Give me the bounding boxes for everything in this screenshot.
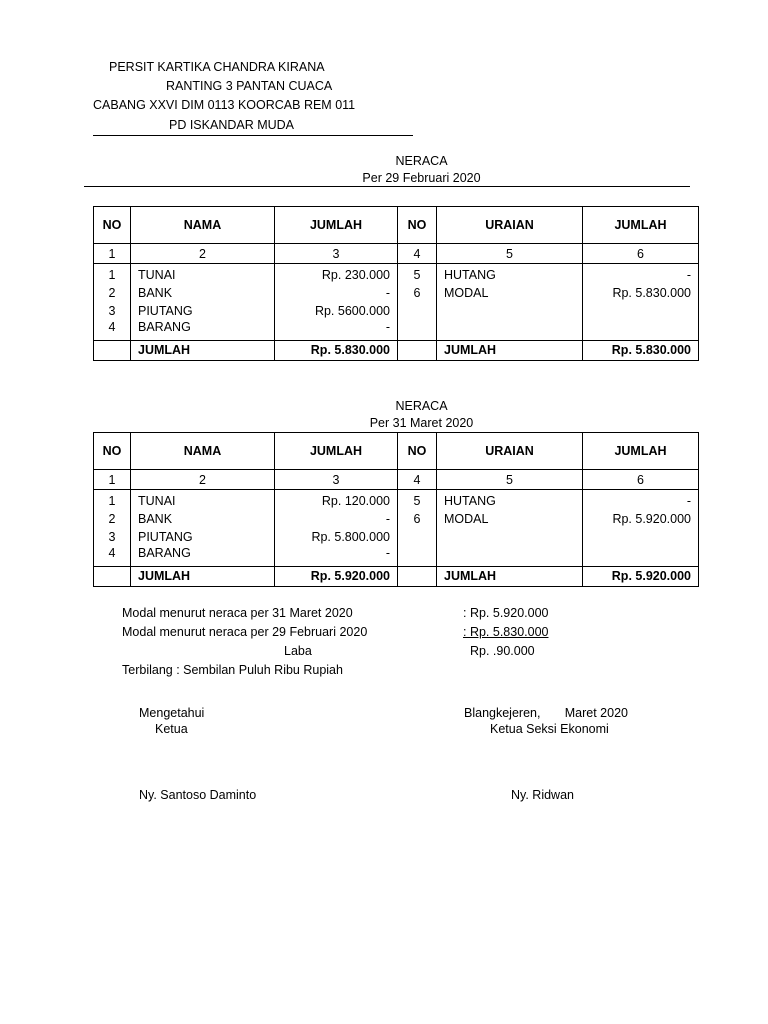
cell-no: 4 [94, 320, 131, 340]
neraca1-divider [84, 186, 690, 187]
cell-no: 1 [94, 490, 131, 511]
cell-jumlah: Rp. 230.000 [275, 264, 398, 285]
cell-uraian: MODAL [437, 284, 583, 302]
summary-terbilang: Terbilang : Sembilan Puluh Ribu Rupiah [122, 663, 343, 677]
cell-no2: 6 [398, 284, 437, 302]
cell-jumlah2: - [583, 490, 699, 511]
org-cabang: CABANG XXVI DIM 0113 KOORCAB REM 011 [93, 98, 356, 112]
header-divider [93, 135, 413, 136]
cell-no: 2 [94, 284, 131, 302]
cell-jumlah: - [275, 546, 398, 566]
col-no: NO [94, 207, 131, 244]
col-jumlah2: JUMLAH [583, 433, 699, 470]
signature-right-title: Ketua Seksi Ekonomi [490, 722, 609, 736]
total-label: JUMLAH [437, 566, 583, 586]
cell-no2 [398, 302, 437, 320]
cell-uraian: HUTANG [437, 264, 583, 285]
table-row [94, 546, 699, 566]
cell-jumlah: - [275, 320, 398, 340]
summary-modal-februari-value: : Rp. 5.830.000 [463, 625, 549, 639]
cell-uraian [437, 528, 583, 546]
cell-uraian: HUTANG [437, 490, 583, 511]
col-num: 6 [583, 244, 699, 264]
cell-nama: PIUTANG [131, 302, 275, 320]
cell-nama: BANK [131, 284, 275, 302]
total-label: JUMLAH [131, 566, 275, 586]
cell-jumlah2: Rp. 5.920.000 [583, 510, 699, 528]
cell-no: 3 [94, 302, 131, 320]
table-header-row [94, 207, 699, 244]
neraca2-date: Per 31 Maret 2020 [369, 416, 474, 430]
total-value: Rp. 5.830.000 [275, 340, 398, 360]
cell-nama: TUNAI [131, 490, 275, 511]
neraca1-date: Per 29 Februari 2020 [362, 171, 481, 185]
cell-empty [94, 566, 131, 586]
table-row [94, 490, 699, 511]
cell-uraian: MODAL [437, 510, 583, 528]
col-uraian: URAIAN [437, 433, 583, 470]
cell-empty [398, 566, 437, 586]
col-num: 5 [437, 244, 583, 264]
cell-jumlah2 [583, 320, 699, 340]
cell-jumlah2 [583, 546, 699, 566]
cell-empty [94, 340, 131, 360]
col-num: 1 [94, 470, 131, 490]
neraca1-table [93, 206, 699, 361]
col-num: 5 [437, 470, 583, 490]
total-row [94, 566, 699, 586]
cell-no2 [398, 546, 437, 566]
org-pd: PD ISKANDAR MUDA [169, 118, 295, 132]
col-num: 3 [275, 470, 398, 490]
total-label: JUMLAH [131, 340, 275, 360]
cell-uraian [437, 320, 583, 340]
summary-modal-maret-value: : Rp. 5.920.000 [463, 606, 549, 620]
cell-no: 4 [94, 546, 131, 566]
col-num: 6 [583, 470, 699, 490]
cell-jumlah2 [583, 302, 699, 320]
org-name: PERSIT KARTIKA CHANDRA KIRANA [109, 60, 325, 74]
cell-nama: BANK [131, 510, 275, 528]
col-nama: NAMA [131, 433, 275, 470]
table-row [94, 284, 699, 302]
cell-uraian [437, 546, 583, 566]
signature-right-place-date: Blangkejeren, Maret 2020 [464, 706, 628, 720]
col-num: 3 [275, 244, 398, 264]
cell-nama: BARANG [131, 546, 275, 566]
table-row [94, 264, 699, 285]
cell-jumlah: - [275, 510, 398, 528]
cell-jumlah: Rp. 5.800.000 [275, 528, 398, 546]
col-uraian: URAIAN [437, 207, 583, 244]
signature-left-mengetahui: Mengetahui [139, 706, 205, 720]
table-row [94, 320, 699, 340]
cell-no: 2 [94, 510, 131, 528]
total-value: Rp. 5.830.000 [583, 340, 699, 360]
summary-modal-februari-label: Modal menurut neraca per 29 Februari 2020 [122, 625, 368, 639]
org-branch: RANTING 3 PANTAN CUACA [166, 79, 333, 93]
col-jumlah2: JUMLAH [583, 207, 699, 244]
total-row [94, 340, 699, 360]
summary-laba-label: Laba [284, 644, 312, 658]
column-number-row [94, 470, 699, 490]
column-number-row [94, 244, 699, 264]
signature-right-name: Ny. Ridwan [511, 788, 574, 802]
col-num: 4 [398, 244, 437, 264]
cell-nama: BARANG [131, 320, 275, 340]
cell-no2: 5 [398, 490, 437, 511]
cell-jumlah2: - [583, 264, 699, 285]
col-num: 1 [94, 244, 131, 264]
table-row [94, 528, 699, 546]
summary-laba-value: Rp. .90.000 [470, 644, 535, 658]
cell-jumlah: - [275, 284, 398, 302]
total-value: Rp. 5.920.000 [275, 566, 398, 586]
col-num: 2 [131, 244, 275, 264]
total-value: Rp. 5.920.000 [583, 566, 699, 586]
cell-jumlah: Rp. 5600.000 [275, 302, 398, 320]
col-no: NO [94, 433, 131, 470]
col-jumlah: JUMLAH [275, 433, 398, 470]
cell-jumlah: Rp. 120.000 [275, 490, 398, 511]
col-no2: NO [398, 433, 437, 470]
cell-no2 [398, 320, 437, 340]
table-row [94, 510, 699, 528]
summary-modal-maret-label: Modal menurut neraca per 31 Maret 2020 [122, 606, 353, 620]
cell-nama: PIUTANG [131, 528, 275, 546]
neraca2-table [93, 432, 699, 587]
neraca1-title: NERACA [395, 154, 448, 168]
col-no2: NO [398, 207, 437, 244]
cell-no2: 5 [398, 264, 437, 285]
cell-no: 3 [94, 528, 131, 546]
table-row [94, 302, 699, 320]
total-label: JUMLAH [437, 340, 583, 360]
col-jumlah: JUMLAH [275, 207, 398, 244]
cell-no2: 6 [398, 510, 437, 528]
cell-jumlah2: Rp. 5.830.000 [583, 284, 699, 302]
cell-nama: TUNAI [131, 264, 275, 285]
col-nama: NAMA [131, 207, 275, 244]
cell-jumlah2 [583, 528, 699, 546]
cell-uraian [437, 302, 583, 320]
cell-no: 1 [94, 264, 131, 285]
cell-empty [398, 340, 437, 360]
neraca2-title: NERACA [395, 399, 448, 413]
col-num: 2 [131, 470, 275, 490]
cell-no2 [398, 528, 437, 546]
signature-left-name: Ny. Santoso Daminto [139, 788, 257, 802]
col-num: 4 [398, 470, 437, 490]
signature-left-title: Ketua [155, 722, 188, 736]
table-header-row [94, 433, 699, 470]
